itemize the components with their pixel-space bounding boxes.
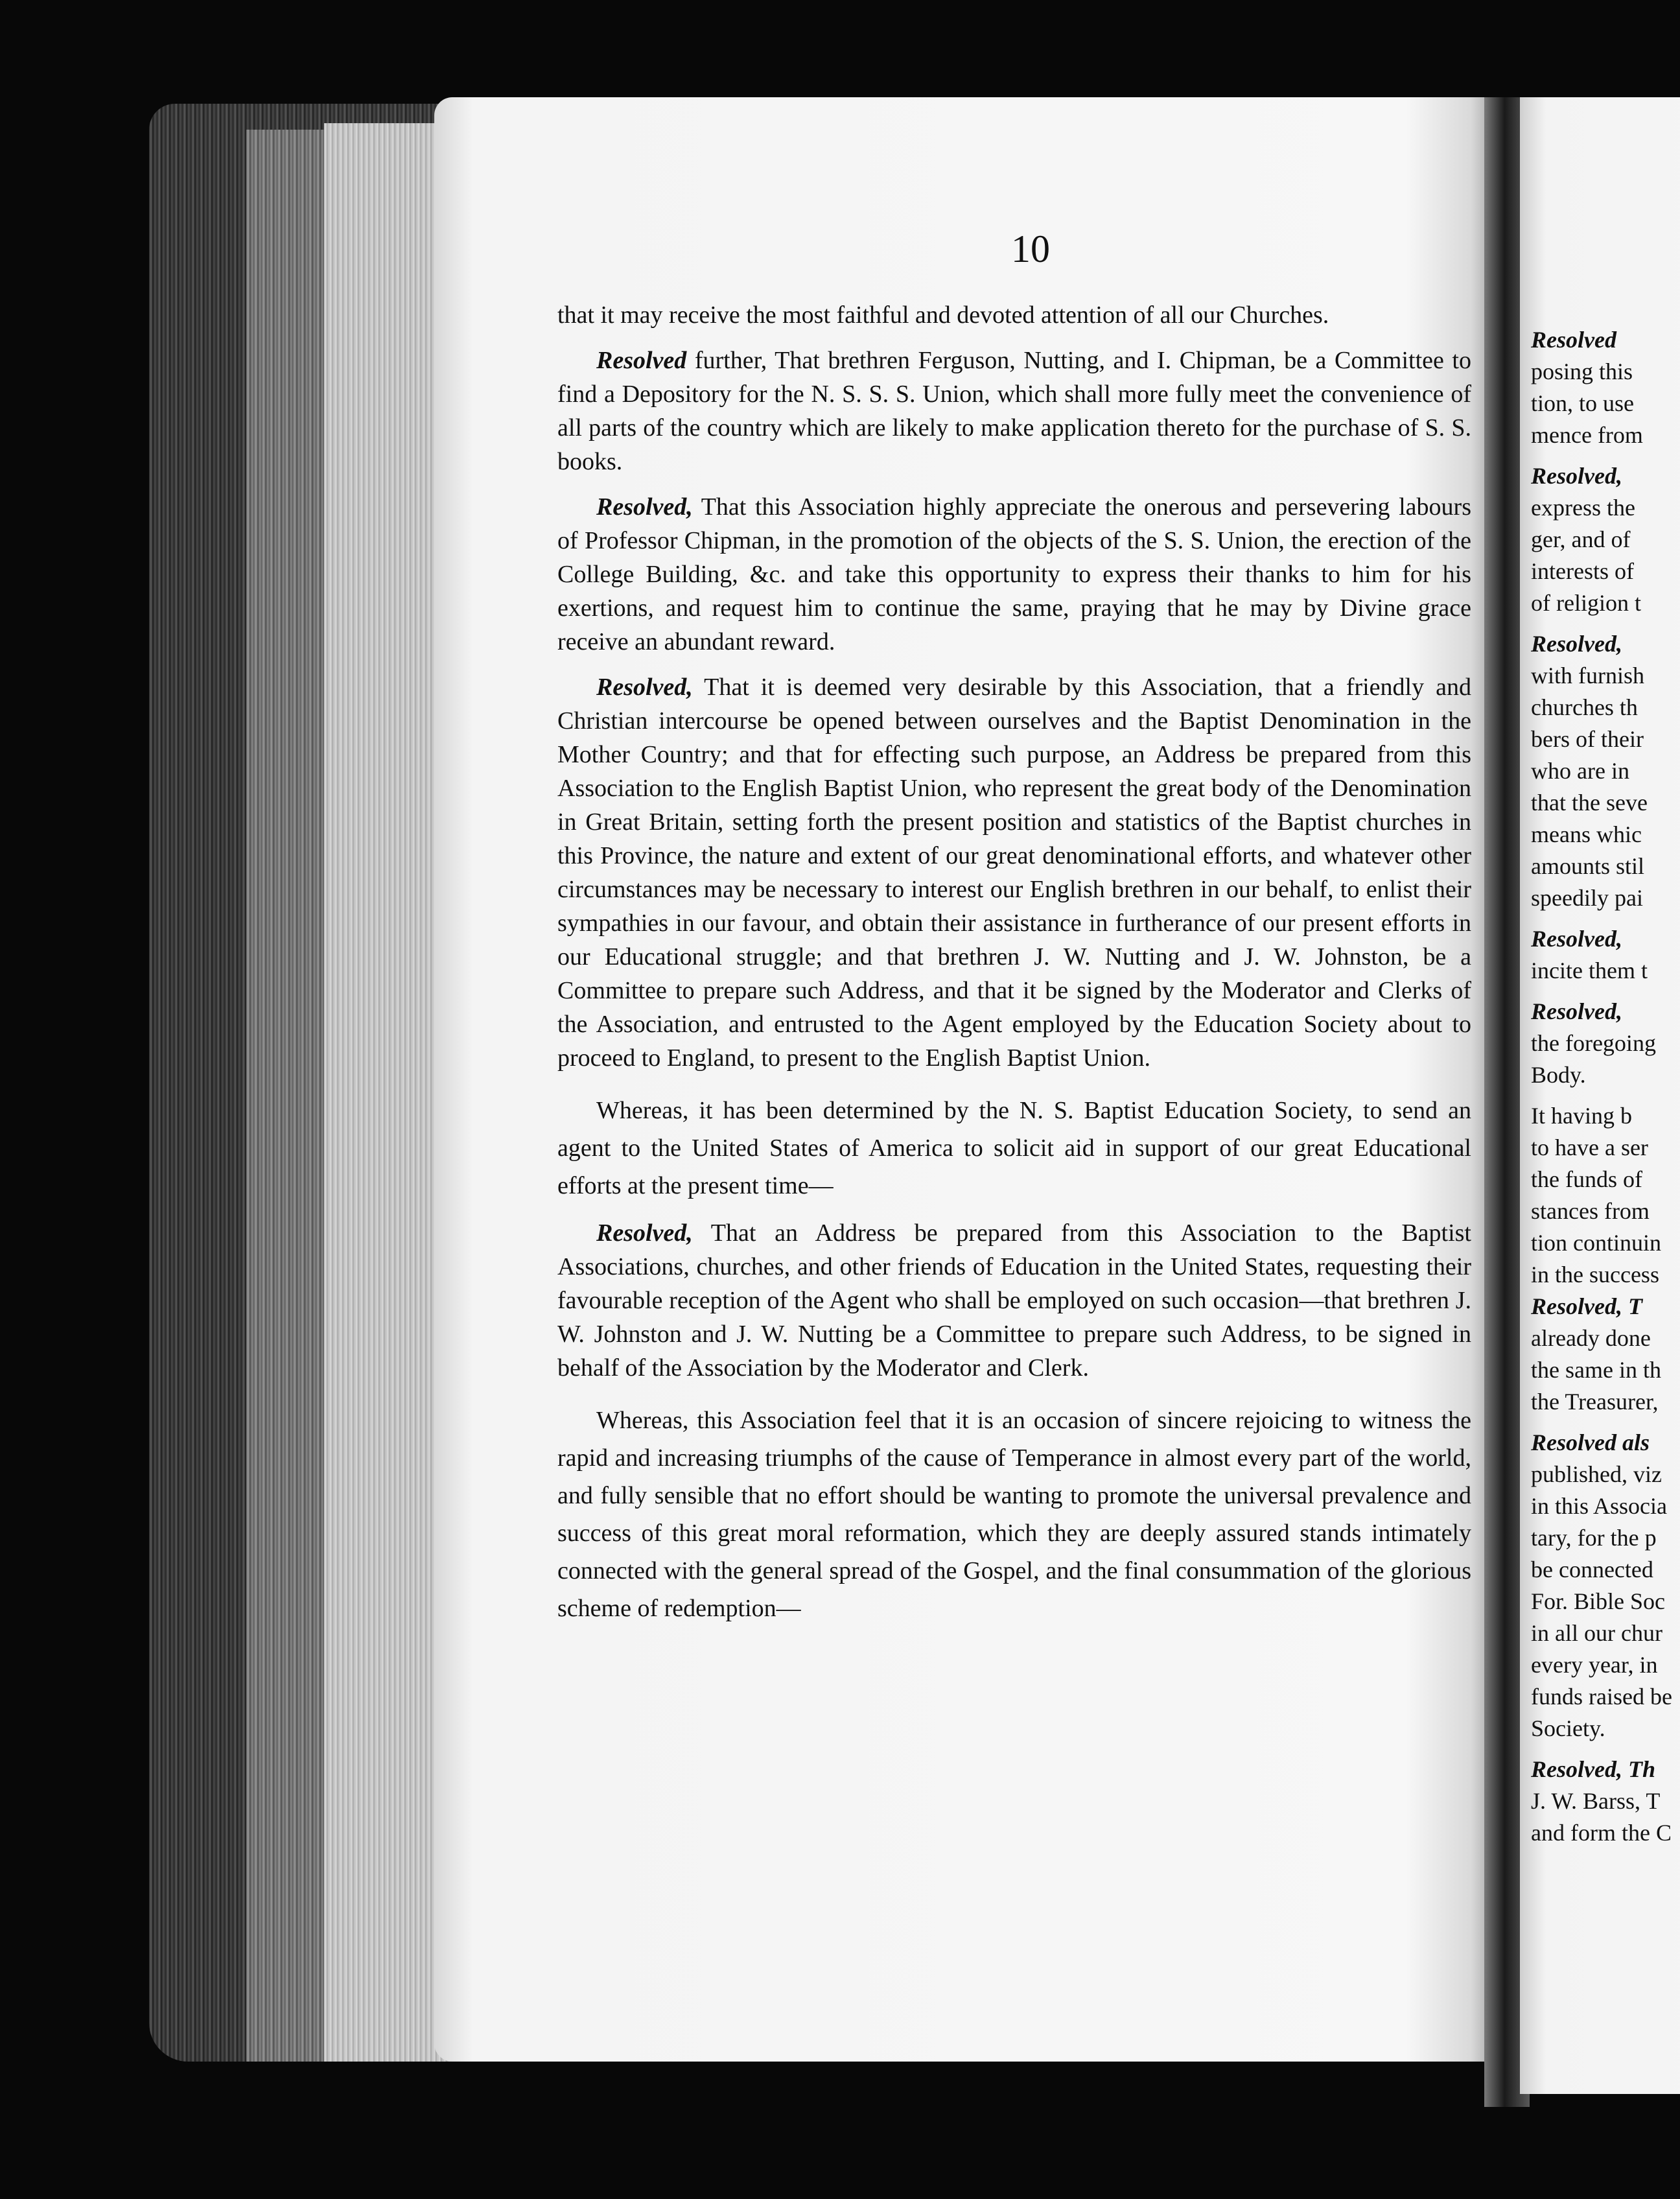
right-line: the funds of bbox=[1531, 1166, 1642, 1192]
right-line: Society. bbox=[1531, 1715, 1605, 1741]
right-line: Resolved, bbox=[1531, 631, 1622, 657]
right-line: ger, and of bbox=[1531, 526, 1631, 552]
right-line: in the success bbox=[1531, 1262, 1659, 1288]
right-line: and form the C bbox=[1531, 1820, 1672, 1846]
right-line: churches th bbox=[1531, 694, 1638, 720]
right-line: be connected bbox=[1531, 1557, 1653, 1582]
right-page-text bbox=[1531, 324, 1680, 1849]
right-line: tion, to use bbox=[1531, 390, 1634, 416]
right-line: who are in bbox=[1531, 758, 1629, 784]
right-line: speedily pai bbox=[1531, 885, 1643, 911]
right-line: the foregoing bbox=[1531, 1030, 1656, 1056]
right-line: that the seve bbox=[1531, 790, 1648, 816]
right-line: funds raised be bbox=[1531, 1684, 1672, 1710]
right-line: posing this bbox=[1531, 359, 1633, 384]
right-line: published, viz bbox=[1531, 1461, 1662, 1487]
paragraph-6: Resolved, That an Address be prepared from this Association to the Baptist Associations, churches, and other friends of Education in the United States, requesting their favourable reception of the Agent who shall be employed on such occasion—that brethren J. W. Johnston and J. W. Nutting be a Committee to prepare such Address, to be signed in behalf of the Association by the Moderator and Clerk. bbox=[557, 1219, 1471, 1382]
paragraph-2: Resolved further, That brethren Ferguson, Nutting, and I. Chipman, be a Committee to find a Depository for the N. S. S. S. Union, which shall more fully meet the convenience of all parts of the country which are likely to make application thereto for the purchase of S. S. books. bbox=[557, 347, 1471, 475]
right-line: Resolved, bbox=[1531, 926, 1622, 952]
right-line: incite them t bbox=[1531, 958, 1648, 983]
right-line: stances from bbox=[1531, 1198, 1650, 1224]
right-line: Resolved, Th bbox=[1531, 1756, 1655, 1782]
right-line: every year, in bbox=[1531, 1652, 1658, 1678]
page-number: 10 bbox=[1011, 228, 1050, 270]
right-line: means whic bbox=[1531, 821, 1642, 847]
right-line: the Treasurer, bbox=[1531, 1389, 1659, 1415]
paragraph-3: Resolved, That this Association highly appreciate the onerous and persevering labours of Professor Chipman, in the promotion of the objects of the S. S. Union, the erection of the College Building, &c. and take this opportunity to express their thanks to him for his exertions, and request him to continue the same, praying that he may by Divine grace receive an abundant reward. bbox=[557, 493, 1471, 655]
right-line: of religion t bbox=[1531, 590, 1641, 616]
right-line: in this Associa bbox=[1531, 1493, 1668, 1519]
right-line: to have a ser bbox=[1531, 1135, 1648, 1160]
right-line: with furnish bbox=[1531, 663, 1644, 688]
page-body bbox=[557, 298, 1471, 1639]
right-line: the same in th bbox=[1531, 1357, 1661, 1383]
right-line: For. Bible Soc bbox=[1531, 1588, 1666, 1614]
right-line: Resolved bbox=[1531, 327, 1616, 353]
right-line: J. W. Barss, T bbox=[1531, 1788, 1661, 1814]
right-line: Resolved als bbox=[1531, 1429, 1650, 1455]
right-line: interests of bbox=[1531, 558, 1634, 584]
right-line: in all our chur bbox=[1531, 1620, 1662, 1646]
right-line: already done bbox=[1531, 1325, 1651, 1351]
right-line: bers of their bbox=[1531, 726, 1644, 752]
right-line: express the bbox=[1531, 495, 1635, 521]
right-line: mence from bbox=[1531, 422, 1643, 448]
right-line: tion continuin bbox=[1531, 1230, 1661, 1256]
right-line: tary, for the p bbox=[1531, 1525, 1657, 1551]
right-line: Resolved, bbox=[1531, 998, 1622, 1024]
right-line: Resolved, bbox=[1531, 463, 1622, 489]
right-line: amounts stil bbox=[1531, 853, 1645, 879]
right-line: Resolved, T bbox=[1531, 1293, 1642, 1319]
paragraph-4: Resolved, That it is deemed very desirable by this Association, that a friendly and Christian intercourse be opened between ourselves and the Baptist Denomination in the Mother Country; and that for effecting such purpose, an Address be prepared from this Association to the English Baptist Union, who represent the great body of the Denomination in Great Britain, setting forth the present position and statistics of the Baptist churches in this Province, the nature and extent of our great denominational efforts, and whatever other circumstances may be necessary to interest our English brethren in our behalf, to enlist their sympathies in our favour, and obtain their assistance in furtherance of our present efforts in our Educational struggle; and that brethren J. W. Nutting and J. W. Johnston, be a Committee to prepare such Address, and that it be signed by the Moderator and Clerks of the Association, and entrusted to the Agent employed by the Education Society about to proceed to England, to present to the English Baptist Union. bbox=[557, 674, 1471, 1072]
paragraph-1: that it may receive the most faithful and devoted attention of all our Churches. bbox=[557, 301, 1329, 329]
paragraph-7: Whereas, this Association feel that it is an occasion of sincere rejoicing to witness the rapid and increasing triumphs of the cause of Temperance in almost every part of the world, and fully sensible that no effort should be wanting to promote the universal prevalence and success of this great moral reformation, which they are deeply assured stands intimately connected with the general spread of the Gospel, and the final consummation of the glorious scheme of redemption— bbox=[557, 1407, 1471, 1622]
right-line: Body. bbox=[1531, 1062, 1586, 1088]
paragraph-5: Whereas, it has been determined by the N. S. Baptist Education Society, to send an agent to the United States of America to solicit aid in support of our great Educational efforts at the present time— bbox=[557, 1097, 1471, 1199]
right-line: It having b bbox=[1531, 1103, 1632, 1129]
